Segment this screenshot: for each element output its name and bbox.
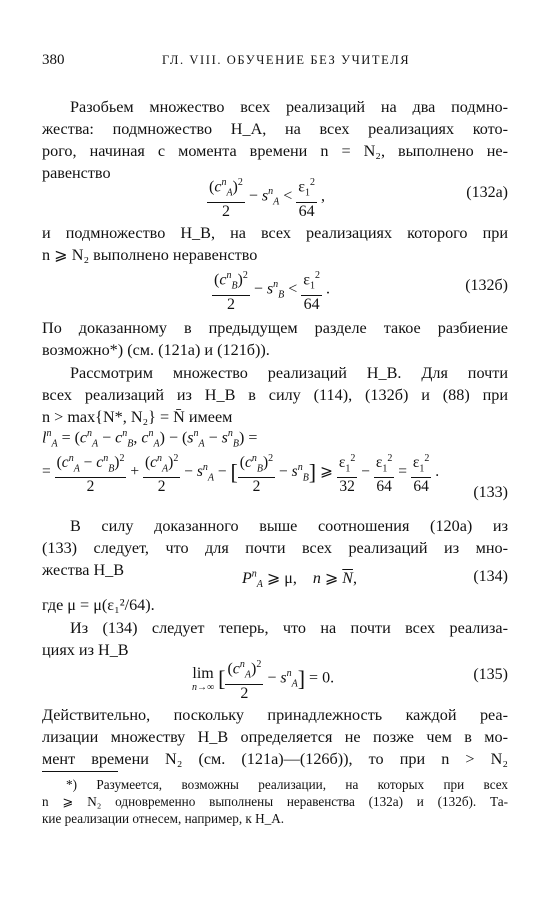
page-number: 380	[42, 52, 65, 68]
formula-133-line1: $l^n_A = (c^n_A - c^n_B$, $c^n_A) - (s^n_A - s^n_B)$ =	[42, 428, 258, 450]
paragraph-2	[42, 222, 508, 266]
text-line: равенство	[42, 164, 111, 182]
paragraph-4	[42, 362, 508, 428]
formula-135: lim n→∞ [ $\frac{(c^n_A)^2}{2}$ − $s^n_A] = 0$.	[192, 656, 334, 702]
text-line: (133) следует, что для почти всех реализаций из мно-	[42, 539, 508, 557]
text-line: всех реализаций из H_B в силу (114), (132б) и (88) при	[42, 386, 508, 404]
text-line: n ⩾ N₂ выполнено неравенство	[42, 246, 258, 264]
footnote	[42, 776, 508, 827]
formula-132a: $\frac{(c^n_A)^2}{2}$ − $s^n_A$ < $\frac{\varepsilon_1^2}{64}$ ,	[207, 174, 325, 220]
equation-number: (135)	[473, 666, 508, 683]
equation-number: (132б)	[465, 277, 508, 294]
footnote-rule	[42, 771, 118, 772]
text-line: В силу доказанного выше соотношения (120а) из	[70, 517, 508, 535]
footnote-line: кие реализации отнесем, например, к H_A.	[42, 811, 285, 826]
text-line: возможно*) (см. (121а) и (121б)).	[42, 341, 270, 359]
running-head: ГЛ. VIII. ОБУЧЕНИЕ БЕЗ УЧИТЕЛЯ	[162, 53, 411, 67]
paragraph-6	[42, 594, 508, 616]
equation-132a	[42, 174, 508, 220]
equation-number: (133)	[473, 484, 508, 501]
equation-132b	[42, 267, 508, 313]
text-line: мент времени N₂ (см. (121а)—(126б)), то при n > N₂	[42, 750, 508, 768]
paragraph-8	[42, 704, 508, 770]
paragraph-1	[42, 96, 508, 184]
equation-number: (134)	[473, 568, 508, 585]
text-line: Рассмотрим множество реализаций H_B. Для почти	[70, 364, 508, 382]
text-line: По доказанному в предыдущем разделе такое разбиение	[42, 319, 508, 337]
text-line: Разобьем множество всех реализаций на два подмно-	[70, 98, 508, 116]
equation-135	[42, 656, 508, 700]
footnote-line: n ⩾ N₂ одновременно выполнены неравенства (132а) и (132б). Та-	[42, 794, 508, 809]
equation-133	[42, 428, 508, 518]
formula-134: $P^n_A$ ⩾ μ, n ⩾ $\overline{N}$,	[242, 568, 357, 591]
footnote-line: *) Разумеется, возможны реализации, на которых при всех	[66, 777, 508, 792]
paragraph-7	[42, 617, 508, 661]
text-line: n > max{N*, N₂} = N̄ имеем	[42, 408, 233, 426]
text-line: и подмножество H_B, на всех реализациях которого при	[42, 224, 508, 242]
text-line: лизации множеству H_B определяется не позже чем в мо-	[42, 728, 508, 746]
text-line: циях из H_B	[42, 641, 129, 659]
equation-134	[42, 562, 508, 592]
paragraph-3	[42, 317, 508, 361]
text-line: рого, начиная с момента времени n = N₂, выполнено не-	[42, 142, 508, 160]
text-line: где μ = μ(ε₁²/64).	[42, 596, 155, 614]
text-line: жества H_B	[42, 561, 125, 579]
equation-number: (132а)	[466, 184, 508, 201]
text-line: жества: подмножество H_A, на всех реализациях кото-	[42, 120, 508, 138]
text-line: Действительно, поскольку принадлежность каждой реа-	[42, 706, 508, 724]
formula-133-line2: = $\frac{(c^n_A - c^n_B)^2}{2}$ + $\frac{(c^n_A)^2}{2}$ − $s^n_A$ − [ $\frac{(c^n_B)^2}{2}$ − $s^n_B$] ⩾ $\frac{\varepsilon_1^2}{32}$ − $\frac{\varepsilon_1^2}{64}$ = $\frac{\varepsilon_1^2}{64}$ .	[42, 450, 439, 495]
page-header	[42, 52, 508, 72]
text-line: Из (134) следует теперь, что на почти всех реализа-	[70, 619, 508, 637]
formula-132b: $\frac{(c^n_B)^2}{2}$ − $s^n_B$ < $\frac{\varepsilon_1^2}{64}$ .	[212, 267, 330, 313]
